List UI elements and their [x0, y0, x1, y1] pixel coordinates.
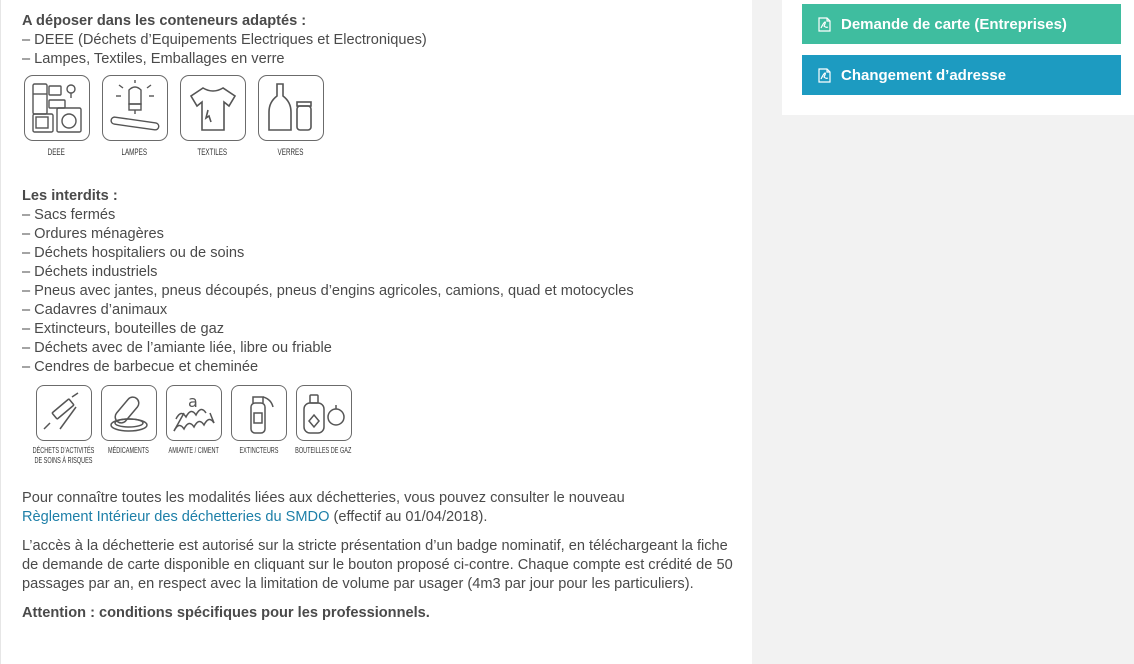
deee-caption: DEEE [47, 147, 66, 157]
interdit-item: – Ordures ménagères [22, 226, 164, 242]
interdit-item: – Déchets industriels [22, 264, 158, 280]
interdit-item: – Cendres de barbecue et cheminée [22, 359, 259, 375]
syringe-icon [40, 389, 88, 437]
amiante-icon [170, 389, 218, 437]
attention-paragraph: Attention : conditions spécifiques pour les professionnels. [22, 605, 430, 621]
textiles-icon [185, 80, 241, 136]
deposer-item: – Lampes, Textiles, Emballages en verre [22, 51, 285, 67]
textiles-tile [178, 75, 247, 157]
changement-adresse-button[interactable]: Changement d’adresse [802, 55, 1121, 95]
soins-tile [32, 385, 95, 465]
gaz-bottle-icon [300, 389, 348, 437]
svg-text:a: a [187, 392, 198, 411]
deposer-icons [22, 75, 742, 157]
amiante-caption: AMIANTE / CIMENT [168, 445, 219, 455]
interdit-item: – Sacs fermés [22, 207, 116, 223]
reglement-link[interactable]: Règlement Intérieur des déchetteries du SMDO [22, 509, 330, 525]
extincteurs-caption: EXTINCTEURS [239, 445, 279, 455]
interdit-item: – Cadavres d’animaux [22, 302, 168, 318]
acces-paragraph: L’accès à la déchetterie est autorisé sur la stricte présentation d’un badge nominatif, en téléchargeant la fiche de demande de carte disponible en cliquant sur le bouton proposé ci-contre. Chaque compte est crédité de 50 passages par an, en respect avec la limitation de volume par usager (4m3 par jour pour les particuliers). [22, 538, 733, 592]
deee-icon [29, 80, 85, 136]
medicaments-icon [105, 389, 153, 437]
medicaments-tile [100, 385, 157, 465]
interdit-item: – Déchets hospitaliers ou de soins [22, 245, 245, 261]
content-body [22, 12, 742, 623]
interdit-item: – Extincteurs, bouteilles de gaz [22, 321, 224, 337]
interdits-icons [32, 385, 742, 465]
deposer-heading: A déposer dans les conteneurs adaptés : [22, 13, 307, 29]
interdits-heading: Les interdits : [22, 188, 118, 204]
gaz-caption: BOUTEILLES DE GAZ [295, 445, 352, 455]
extincteurs-tile [230, 385, 287, 465]
demande-carte-entreprises-button[interactable]: Demande de carte (Entreprises) [802, 4, 1121, 44]
gaz-tile [295, 385, 352, 465]
interdit-item: – Déchets avec de l’amiante liée, libre ou friable [22, 340, 332, 356]
amiante-tile [165, 385, 222, 465]
deee-tile [22, 75, 91, 157]
medicaments-caption: MÉDICAMENTS [108, 445, 149, 455]
lampes-icon [107, 80, 163, 136]
verres-caption: VERRES [277, 147, 304, 157]
sidebar-downloads [782, 0, 1134, 115]
textiles-caption: TEXTILES [197, 147, 228, 157]
lampes-caption: LAMPES [121, 147, 148, 157]
pdf-icon [818, 17, 831, 32]
interdit-item: – Pneus avec jantes, pneus découpés, pneus d’engins agricoles, camions, quad et motocycles [22, 283, 634, 299]
soins-caption: DÉCHETS D’ACTIVITÉS DE SOINS À RISQUES [32, 445, 95, 465]
pdf-icon [818, 68, 831, 83]
verres-icon [263, 80, 319, 136]
lampes-tile [100, 75, 169, 157]
verres-tile [256, 75, 325, 157]
deposer-item: – DEEE (Déchets d’Equipements Electriques et Electroniques) [22, 32, 427, 48]
reglement-paragraph: Pour connaître toutes les modalités liées aux déchetteries, vous pouvez consulter le nouveau Règlement Intérieur des déchetteries du SMDO (effectif au 01/04/2018). [22, 490, 625, 525]
extincteur-icon [235, 389, 283, 437]
